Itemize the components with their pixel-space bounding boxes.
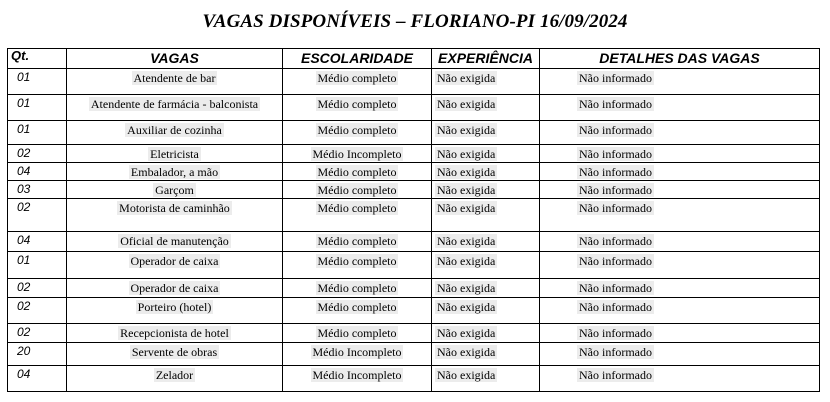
table-row [8, 279, 820, 298]
qt-cell [8, 298, 67, 324]
detalhes-cell-text: Não informado [579, 183, 652, 197]
detalhes-cell-text: Não informado [579, 300, 652, 314]
vaga-cell-text: Motorista de caminhão [119, 201, 230, 215]
header-detalhes: DETALHES DAS VAGAS [540, 49, 820, 69]
detalhes-cell-text: Não informado [579, 234, 652, 248]
detalhes-cell [540, 69, 820, 95]
detalhes-cell-text: Não informado [579, 123, 652, 137]
detalhes-cell-text: Não informado [579, 71, 652, 85]
qt-cell [8, 199, 67, 232]
escolaridade-cell [283, 163, 432, 181]
qt-cell [8, 279, 67, 298]
header-vagas: VAGAS [67, 49, 283, 69]
experiencia-cell-text: Não exigida [437, 254, 496, 268]
experiencia-cell [432, 121, 540, 145]
escolaridade-cell [283, 366, 432, 392]
detalhes-cell [540, 199, 820, 232]
vaga-cell-text: Recepcionista de hotel [120, 326, 229, 340]
table-row [8, 181, 820, 199]
vaga-cell [67, 181, 283, 199]
vaga-cell [67, 95, 283, 121]
vaga-cell [67, 163, 283, 181]
experiencia-cell-text: Não exigida [437, 123, 496, 137]
vaga-cell-text: Atendente de farmácia - balconista [90, 97, 259, 111]
escolaridade-cell [283, 121, 432, 145]
escolaridade-cell-text: Médio completo [317, 183, 397, 197]
qt-cell-text: 03 [17, 182, 31, 196]
table-row [8, 69, 820, 95]
vaga-cell-text: Embalador, a mão [130, 165, 219, 179]
page-title: VAGAS DISPONÍVEIS – FLORIANO-PI 16/09/2024 [202, 11, 628, 32]
qt-cell [8, 121, 67, 145]
detalhes-cell [540, 181, 820, 199]
qt-cell-text: 01 [17, 96, 31, 110]
vaga-cell [67, 366, 283, 392]
vaga-cell [67, 252, 283, 279]
qt-cell [8, 232, 67, 252]
detalhes-cell [540, 366, 820, 392]
table-body [8, 69, 820, 392]
detalhes-cell-text: Não informado [579, 201, 652, 215]
qt-cell [8, 145, 67, 163]
escolaridade-cell [283, 145, 432, 163]
experiencia-cell [432, 279, 540, 298]
qt-cell-text: 02 [17, 325, 31, 339]
experiencia-cell [432, 324, 540, 343]
vaga-cell-text: Porteiro (hotel) [137, 300, 212, 314]
qt-cell-text: 01 [17, 70, 31, 84]
detalhes-cell [540, 279, 820, 298]
qt-cell-text: 01 [17, 122, 31, 136]
experiencia-cell [432, 232, 540, 252]
qt-cell [8, 324, 67, 343]
vaga-cell-text: Oficial de manutenção [120, 234, 229, 248]
experiencia-cell-text: Não exigida [437, 368, 496, 382]
detalhes-cell [540, 145, 820, 163]
table-row [8, 95, 820, 121]
experiencia-cell [432, 145, 540, 163]
experiencia-cell [432, 181, 540, 199]
vaga-cell-text: Operador de caixa [130, 281, 219, 295]
escolaridade-cell [283, 252, 432, 279]
detalhes-cell [540, 343, 820, 366]
escolaridade-cell [283, 95, 432, 121]
vaga-cell [67, 232, 283, 252]
qt-cell-text: 20 [17, 344, 31, 358]
header-experiencia: EXPERIÊNCIA [432, 49, 540, 69]
table-row [8, 145, 820, 163]
qt-cell-text: 01 [17, 253, 31, 267]
escolaridade-cell-text: Médio completo [317, 71, 397, 85]
vaga-cell-text: Servente de obras [131, 345, 218, 359]
experiencia-cell [432, 252, 540, 279]
escolaridade-cell-text: Médio Incompleto [312, 345, 402, 359]
vaga-cell [67, 324, 283, 343]
qt-cell [8, 252, 67, 279]
experiencia-cell-text: Não exigida [437, 281, 496, 295]
detalhes-cell [540, 232, 820, 252]
experiencia-cell-text: Não exigida [437, 326, 496, 340]
escolaridade-cell-text: Médio Incompleto [312, 368, 402, 382]
experiencia-cell [432, 163, 540, 181]
qt-cell-text: 02 [17, 146, 31, 160]
qt-cell-text: 04 [17, 164, 31, 178]
detalhes-cell [540, 324, 820, 343]
escolaridade-cell-text: Médio completo [317, 234, 397, 248]
qt-cell-text: 04 [17, 233, 31, 247]
experiencia-cell [432, 366, 540, 392]
vaga-cell [67, 69, 283, 95]
escolaridade-cell [283, 324, 432, 343]
qt-cell [8, 343, 67, 366]
experiencia-cell-text: Não exigida [437, 201, 496, 215]
table-row [8, 366, 820, 392]
detalhes-cell-text: Não informado [579, 97, 652, 111]
table-row [8, 343, 820, 366]
table-row [8, 298, 820, 324]
vaga-cell [67, 298, 283, 324]
table-row [8, 121, 820, 145]
vaga-cell-text: Auxiliar de cozinha [127, 123, 222, 137]
detalhes-cell-text: Não informado [579, 326, 652, 340]
escolaridade-cell [283, 181, 432, 199]
table-header-row [8, 49, 820, 69]
experiencia-cell [432, 199, 540, 232]
qt-cell-text: 02 [17, 200, 31, 214]
qt-cell [8, 95, 67, 121]
detalhes-cell [540, 121, 820, 145]
experiencia-cell [432, 95, 540, 121]
experiencia-cell [432, 298, 540, 324]
qt-cell [8, 163, 67, 181]
qt-cell [8, 181, 67, 199]
escolaridade-cell [283, 343, 432, 366]
header-qt: Qt. [8, 49, 67, 69]
qt-cell [8, 69, 67, 95]
table-row [8, 252, 820, 279]
escolaridade-cell [283, 298, 432, 324]
vaga-cell-text: Garçom [155, 183, 194, 197]
vaga-cell-text: Zelador [155, 368, 194, 382]
escolaridade-cell-text: Médio completo [317, 254, 397, 268]
detalhes-cell-text: Não informado [579, 165, 652, 179]
escolaridade-cell-text: Médio completo [317, 326, 397, 340]
experiencia-cell-text: Não exigida [437, 300, 496, 314]
qt-cell-text: 04 [17, 367, 31, 381]
detalhes-cell-text: Não informado [579, 147, 652, 161]
header-escolaridade: ESCOLARIDADE [283, 49, 432, 69]
vaga-cell [67, 279, 283, 298]
escolaridade-cell-text: Médio completo [317, 281, 397, 295]
detalhes-cell [540, 163, 820, 181]
detalhes-cell-text: Não informado [579, 345, 652, 359]
qt-cell-text: 02 [17, 280, 31, 294]
qt-cell-text: 02 [17, 299, 31, 313]
escolaridade-cell [283, 199, 432, 232]
escolaridade-cell-text: Médio completo [317, 201, 397, 215]
table-row [8, 199, 820, 232]
experiencia-cell-text: Não exigida [437, 97, 496, 111]
detalhes-cell [540, 252, 820, 279]
escolaridade-cell-text: Médio completo [317, 97, 397, 111]
vacancies-table [7, 48, 820, 392]
escolaridade-cell-text: Médio completo [317, 165, 397, 179]
vaga-cell-text: Operador de caixa [130, 254, 219, 268]
table-row [8, 324, 820, 343]
qt-cell [8, 366, 67, 392]
vaga-cell-text: Eletricista [150, 147, 199, 161]
vaga-cell [67, 145, 283, 163]
vaga-cell [67, 343, 283, 366]
experiencia-cell-text: Não exigida [437, 165, 496, 179]
escolaridade-cell [283, 279, 432, 298]
experiencia-cell-text: Não exigida [437, 183, 496, 197]
escolaridade-cell [283, 232, 432, 252]
escolaridade-cell-text: Médio completo [317, 300, 397, 314]
experiencia-cell [432, 69, 540, 95]
vaga-cell [67, 121, 283, 145]
experiencia-cell-text: Não exigida [437, 345, 496, 359]
detalhes-cell-text: Não informado [579, 368, 652, 382]
experiencia-cell [432, 343, 540, 366]
escolaridade-cell-text: Médio completo [317, 123, 397, 137]
escolaridade-cell-text: Médio Incompleto [312, 147, 402, 161]
vaga-cell-text: Atendente de bar [133, 71, 216, 85]
table-row [8, 232, 820, 252]
vaga-cell [67, 199, 283, 232]
detalhes-cell-text: Não informado [579, 254, 652, 268]
detalhes-cell [540, 298, 820, 324]
experiencia-cell-text: Não exigida [437, 147, 496, 161]
table-row [8, 163, 820, 181]
detalhes-cell [540, 95, 820, 121]
experiencia-cell-text: Não exigida [437, 234, 496, 248]
experiencia-cell-text: Não exigida [437, 71, 496, 85]
detalhes-cell-text: Não informado [579, 281, 652, 295]
escolaridade-cell [283, 69, 432, 95]
